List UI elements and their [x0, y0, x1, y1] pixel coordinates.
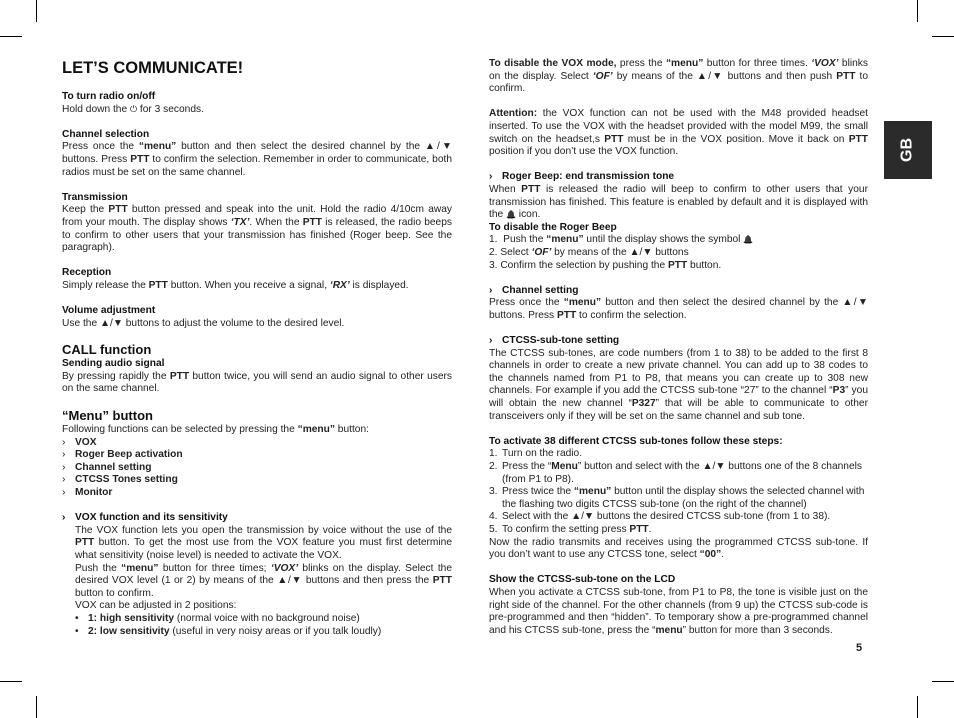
- section-roger-beep: [489, 171, 868, 272]
- section-text: Press once the “menu” button and then select the desired channel by the ▲/▼ buttons. Press PTT to confirm the selection.: [489, 297, 868, 321]
- section-heading: › Channel setting: [489, 284, 579, 296]
- section-text: By pressing rapidly the PTT button twice, you will send an audio signal to other users on the same channel.: [62, 370, 453, 395]
- menu-function-list: [62, 437, 452, 500]
- crop-mark: [917, 696, 918, 718]
- section-turn-on: [62, 91, 452, 116]
- section-heading: CALL function: [62, 342, 152, 358]
- section-subheading: Sending audio signal: [62, 358, 165, 370]
- section-text: Keep the PTT button pressed and speak into the unit. Hold the radio 4/10cm away from your mouth. The display shows ‘TX’. When the PTT is released, the radio beeps to confirm to other users that your transmission has finished (Roger beep. See the paragraph).: [62, 204, 452, 254]
- section-vox: [62, 512, 452, 638]
- section-transmission: [62, 192, 452, 255]
- section-text: The CTCSS sub-tones, are code numbers (from 1 to 38) to be added to the first 8 channels in order to create a new private channel. You can add up to 38 codes to the channels named from P1 to P8, that means you can create up to 308 new channels. For example if you add the CTCSS sub-tone “27” to the channel “P3” you will obtain the new channel “P327” that will be able to communicate to other transceivers only if they will be set on the same channel and sub tone.: [489, 347, 868, 422]
- step: 2. Select ‘OF’ by means of the ▲/▼ buttons: [489, 246, 689, 258]
- page-number: 5: [856, 642, 863, 654]
- step: 2. Press the “Menu” button and select with the ▲/▼ buttons one of the 8 channels (from P1 to P8).: [489, 461, 862, 485]
- section-heading: Channel selection: [62, 128, 150, 140]
- left-column: [62, 58, 452, 638]
- section-heading: › VOX function and its sensitivity: [62, 512, 228, 524]
- section-heading: Reception: [62, 267, 112, 279]
- section-text: The VOX function lets you open the transmission by voice without the use of the PTT button. To get the most use from the VOX feature you must first determine what sensitivity (noise level) is needed to activate the VOX.: [75, 524, 452, 561]
- attention-text: Attention: the VOX function can not be used with the M48 provided headset inserted. To use the VOX with the headset provided with the model M99, the small switch on the headset,s PTT must be in the VOX position. Move it back on PTT position if you don’t use the VOX function.: [489, 108, 868, 158]
- section-text: Push the “menu” button for three times; ‘VOX’ blinks on the display. Select the desired VOX level (1 or 2) by means of the ▲/▼ buttons and then press the PTT button to confirm.: [75, 562, 452, 599]
- section-heading: Transmission: [62, 191, 128, 203]
- list-item: • 2: low sensitivity (useful in very noisy areas or if you talk loudly): [75, 625, 382, 637]
- step: 4. Select with the ▲/▼ buttons the desired CTCSS sub-tone (from 1 to 38).: [489, 511, 831, 523]
- step: 5. To confirm the setting press PTT.: [489, 523, 652, 535]
- section-subheading: To disable the Roger Beep: [489, 221, 617, 233]
- section-text: Hold down the ⏻ for 3 seconds.: [62, 103, 204, 115]
- section-reception: [62, 267, 452, 292]
- language-tab: [884, 121, 932, 179]
- right-column: [489, 58, 868, 637]
- section-activate-ctcss: [489, 436, 868, 562]
- section-text: When you activate a CTCSS sub-tone, from P1 to P8, the tone is visible just on the right side of the channel. For the other channels (from 9 up) the CTCSS sub-code is pre-programmed and then “hidden”. To temporary show a pre-programmed channel and his CTCSS sub-tone, press the “menu” button for more than 3 seconds.: [489, 586, 868, 636]
- crop-mark: [932, 36, 954, 37]
- section-channel-selection: [62, 129, 452, 179]
- section-heading: To turn radio on/off: [62, 91, 156, 102]
- section-text: Use the ▲/▼ buttons to adjust the volume to the desired level.: [62, 317, 345, 329]
- step: 3. Confirm the selection by pushing the PTT button.: [489, 259, 722, 271]
- section-heading: “Menu” button: [62, 408, 153, 424]
- list-item: › CTCSS Tones setting: [62, 474, 178, 486]
- section-text: Following functions can be selected by pressing the “menu” button:: [62, 424, 369, 436]
- section-heading: To activate 38 different CTCSS sub-tones follow these steps:: [489, 435, 783, 447]
- list-item: • 1: high sensitivity (normal voice with no background noise): [75, 612, 360, 624]
- section-text: VOX can be adjusted in 2 positions:: [75, 600, 237, 612]
- step: 1. Turn on the radio.: [489, 448, 583, 460]
- disable-vox-text: To disable the VOX mode, press the “menu” button for three times. ‘VOX’ blinks on the display. Select ‘OF’ by means of the ▲/▼ buttons and then push PTT to confirm.: [489, 58, 869, 95]
- page-title: LET’S COMMUNICATE!: [62, 59, 244, 77]
- list-item: › Channel setting: [62, 461, 152, 473]
- section-heading: › Roger Beep: end transmission tone: [489, 171, 675, 183]
- section-text: When PTT is released the radio will beep to confirm to other users that your transmission has finished. This feature is enabled by default and it is displayed with the 🔔 icon.: [489, 183, 868, 221]
- section-heading: Volume adjustment: [62, 305, 156, 317]
- list-item: › Monitor: [62, 487, 113, 499]
- crop-mark: [932, 681, 954, 682]
- step: 3. Press twice the “menu” button until the display shows the selected channel with the flashing two digits CTCSS sub-tone (on the right of the channel): [489, 486, 865, 510]
- section-call-function: [62, 342, 452, 396]
- section-menu-button: [62, 408, 452, 500]
- crop-mark: [36, 0, 37, 22]
- list-item: › VOX: [62, 436, 97, 448]
- power-icon: ⏻: [129, 104, 138, 115]
- section-show-ctcss: [489, 574, 868, 637]
- section-text: Press once the “menu” button and then select the desired channel by the ▲/▼ buttons. Press PTT to confirm the selection. Remember in order to communicate, both radios must be set on the same channel.: [62, 141, 453, 178]
- language-tab-label: GB: [898, 138, 916, 162]
- crop-mark: [0, 681, 22, 682]
- crop-mark: [917, 0, 918, 22]
- section-channel-setting: [489, 285, 868, 323]
- section-heading: › CTCSS-sub-tone setting: [489, 335, 620, 347]
- step: 1. Push the “menu” until the display shows the symbol 🔔: [489, 234, 754, 246]
- crop-mark: [36, 696, 37, 718]
- list-item: › Roger Beep activation: [62, 449, 183, 461]
- section-heading: Show the CTCSS-sub-tone on the LCD: [489, 574, 676, 586]
- section-volume: [62, 305, 452, 330]
- section-text: Simply release the PTT button. When you receive a signal, ‘RX’ is displayed.: [62, 279, 409, 291]
- crop-mark: [0, 36, 22, 37]
- section-ctcss: [489, 335, 868, 423]
- bell-icon: 🔔: [743, 235, 754, 245]
- section-text: Now the radio transmits and receives using the programmed CTCSS sub-tone. If you don’t want to use any CTCSS tone, select “00”.: [489, 536, 868, 561]
- bell-icon: 🔔: [506, 210, 516, 220]
